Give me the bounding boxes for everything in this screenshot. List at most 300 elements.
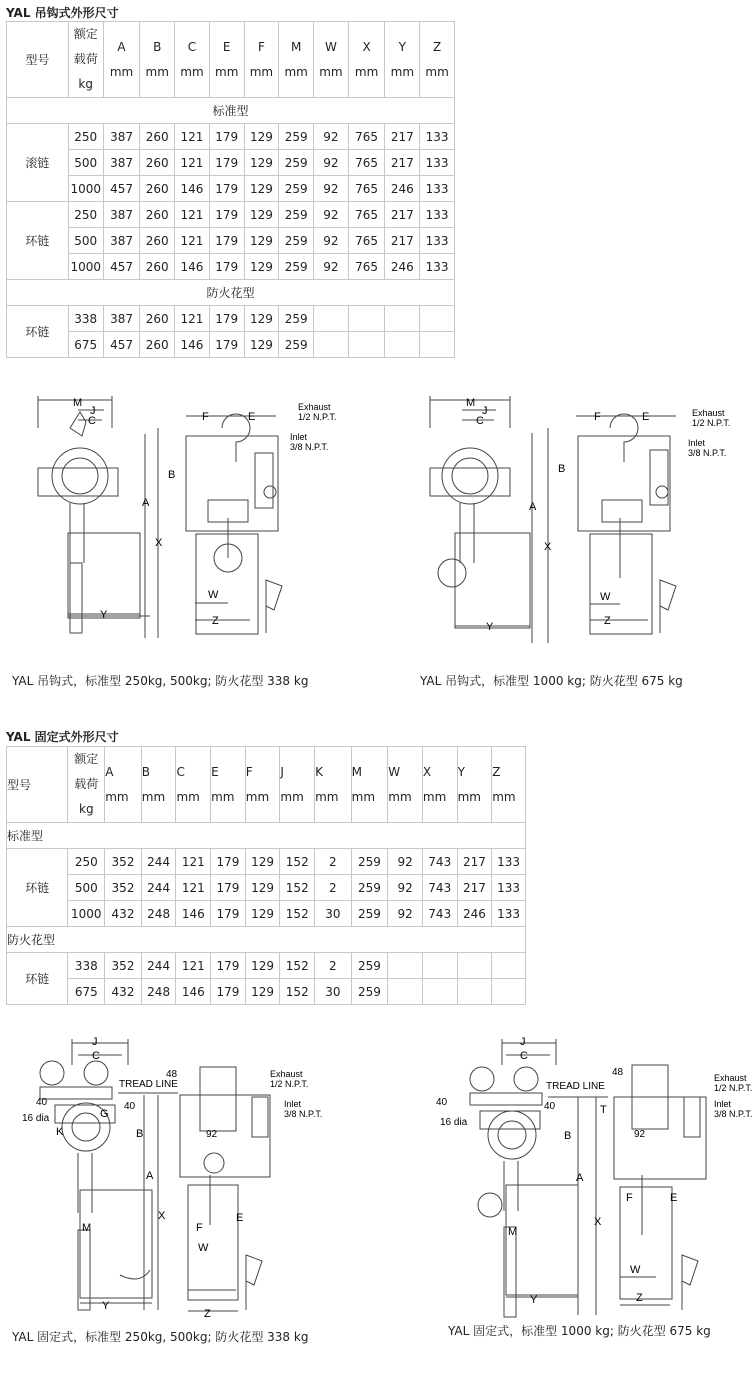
header-col-letter: E xyxy=(222,39,231,54)
value-cell: 765 xyxy=(348,228,385,254)
value-cell: 260 xyxy=(140,228,175,254)
value-cell: 248 xyxy=(141,979,176,1005)
table-row xyxy=(7,332,455,358)
header-col-unit: mm xyxy=(492,789,516,804)
value-cell xyxy=(457,953,492,979)
fixed-spec-table xyxy=(6,746,526,1005)
header-col-unit: mm xyxy=(354,64,379,79)
header-col-y xyxy=(385,22,420,98)
fixed-diagram-left xyxy=(0,1035,380,1335)
header-col-f xyxy=(244,22,279,98)
type-cell: 环链 xyxy=(7,202,69,280)
header-col-letter: A xyxy=(117,39,126,54)
section-row xyxy=(7,280,455,306)
value-cell: 179 xyxy=(211,875,246,901)
value-cell: 259 xyxy=(279,176,314,202)
section-label: 防火花型 xyxy=(7,280,455,306)
header-col-unit: mm xyxy=(457,789,481,804)
header-col-letter: M xyxy=(351,764,363,779)
label-Y: Y xyxy=(100,609,108,621)
value-cell: 765 xyxy=(348,124,385,150)
label-inlet: Inlet xyxy=(290,432,308,442)
value-cell xyxy=(348,306,385,332)
label-B: B xyxy=(558,463,566,475)
value-cell: 2 xyxy=(315,875,352,901)
value-cell: 146 xyxy=(175,254,210,280)
value-cell: 246 xyxy=(457,901,492,927)
label-92: 92 xyxy=(634,1129,646,1140)
value-cell: 244 xyxy=(141,875,176,901)
load-cell: 250 xyxy=(68,202,103,228)
header-col-letter: X xyxy=(422,764,432,779)
value-cell: 146 xyxy=(175,176,210,202)
hook-diagram-left xyxy=(0,388,380,688)
header-col-letter: W xyxy=(388,764,401,779)
label-exhaust-size: 1/2 N.P.T. xyxy=(714,1083,753,1093)
section-row xyxy=(7,823,526,849)
label-M: M xyxy=(73,397,83,409)
fixed-right-caption: YAL 固定式，标准型 1000 kg; 防火花型 675 kg xyxy=(448,1324,711,1338)
label-W: W xyxy=(208,589,219,601)
table-row xyxy=(7,228,455,254)
header-col-letter: C xyxy=(187,39,197,54)
hook-right-caption: YAL 吊钩式，标准型 1000 kg; 防火花型 675 kg xyxy=(420,674,683,688)
label-X: X xyxy=(544,541,552,553)
section-row xyxy=(7,927,526,953)
value-cell: 260 xyxy=(140,254,175,280)
value-cell: 457 xyxy=(103,332,140,358)
header-load-line: 载荷 xyxy=(73,52,98,66)
value-cell: 260 xyxy=(140,202,175,228)
label-inlet: Inlet xyxy=(714,1099,732,1109)
value-cell: 260 xyxy=(140,306,175,332)
header-col-unit: mm xyxy=(215,64,239,79)
label-Z: Z xyxy=(636,1292,643,1304)
value-cell: 179 xyxy=(209,176,244,202)
value-cell: 92 xyxy=(314,124,349,150)
value-cell xyxy=(457,979,492,1005)
header-col-unit: mm xyxy=(319,64,343,79)
label-Y: Y xyxy=(102,1300,110,1312)
header-col-letter: K xyxy=(315,764,323,779)
value-cell: 387 xyxy=(103,124,140,150)
label-exhaust: Exhaust xyxy=(714,1073,747,1083)
value-cell: 121 xyxy=(175,306,210,332)
label-E: E xyxy=(642,411,650,423)
value-cell: 352 xyxy=(105,953,142,979)
label-Z: Z xyxy=(604,615,611,627)
value-cell: 260 xyxy=(140,176,175,202)
header-col-unit: mm xyxy=(284,64,308,79)
header-col-j xyxy=(280,747,315,823)
value-cell xyxy=(420,306,455,332)
type-cell: 环链 xyxy=(7,849,68,927)
load-cell: 338 xyxy=(68,953,105,979)
value-cell: 217 xyxy=(457,875,492,901)
header-col-w xyxy=(314,22,349,98)
value-cell: 2 xyxy=(315,953,352,979)
label-16-dia: 16 dia xyxy=(22,1113,50,1124)
label-J: J xyxy=(482,405,488,417)
value-cell xyxy=(385,306,420,332)
value-cell: 152 xyxy=(280,849,315,875)
value-cell: 152 xyxy=(280,875,315,901)
value-cell: 92 xyxy=(314,176,349,202)
label-inlet-size: 3/8 N.P.T. xyxy=(714,1109,753,1119)
value-cell xyxy=(492,953,526,979)
hook-diagram-right xyxy=(410,388,754,688)
value-cell: 259 xyxy=(351,875,388,901)
header-col-letter: J xyxy=(280,764,284,779)
value-cell: 217 xyxy=(457,849,492,875)
header-col-z xyxy=(492,747,526,823)
table-header-row xyxy=(7,747,526,823)
fixed-diagram-right xyxy=(420,1035,754,1335)
value-cell: 146 xyxy=(176,979,211,1005)
header-col-unit: mm xyxy=(141,789,166,804)
header-col-k xyxy=(315,747,352,823)
label-exhaust: Exhaust xyxy=(270,1069,303,1079)
label-40: 40 xyxy=(36,1097,48,1108)
label-X: X xyxy=(594,1216,602,1228)
header-col-unit: mm xyxy=(315,789,339,804)
header-col-x xyxy=(348,22,385,98)
table-row xyxy=(7,150,455,176)
label-16-dia: 16 dia xyxy=(440,1117,468,1128)
label-exhaust: Exhaust xyxy=(298,402,331,412)
label-inlet-size: 3/8 N.P.T. xyxy=(284,1109,323,1119)
value-cell: 179 xyxy=(209,150,244,176)
label-X: X xyxy=(158,1210,166,1222)
value-cell: 121 xyxy=(175,124,210,150)
value-cell: 121 xyxy=(175,150,210,176)
value-cell: 179 xyxy=(211,953,246,979)
label-F: F xyxy=(196,1222,203,1234)
value-cell: 457 xyxy=(103,254,140,280)
value-cell: 179 xyxy=(209,124,244,150)
header-load-line: kg xyxy=(78,77,93,91)
header-col-e xyxy=(211,747,246,823)
value-cell xyxy=(385,332,420,358)
header-col-unit: mm xyxy=(425,64,449,79)
section-label: 标准型 xyxy=(7,823,526,849)
value-cell: 387 xyxy=(103,202,140,228)
label-inlet: Inlet xyxy=(688,438,706,448)
header-col-b xyxy=(140,22,175,98)
label-C: C xyxy=(520,1050,528,1062)
value-cell: 432 xyxy=(105,979,142,1005)
value-cell: 248 xyxy=(141,901,176,927)
value-cell: 352 xyxy=(105,849,142,875)
value-cell: 765 xyxy=(348,202,385,228)
value-cell xyxy=(314,332,349,358)
value-cell: 92 xyxy=(388,849,423,875)
value-cell xyxy=(422,979,457,1005)
value-cell: 152 xyxy=(280,953,315,979)
load-cell: 500 xyxy=(68,875,105,901)
label-40b: 40 xyxy=(124,1101,136,1112)
value-cell: 129 xyxy=(244,176,279,202)
header-col-letter: E xyxy=(211,764,219,779)
value-cell: 133 xyxy=(492,849,526,875)
header-col-y xyxy=(457,747,492,823)
header-col-letter: Y xyxy=(398,39,406,54)
value-cell: 743 xyxy=(422,901,457,927)
value-cell: 121 xyxy=(176,953,211,979)
header-load xyxy=(68,22,103,98)
value-cell xyxy=(388,953,423,979)
label-X: X xyxy=(155,537,163,549)
header-col-unit: mm xyxy=(176,789,200,804)
value-cell: 129 xyxy=(244,332,279,358)
label-C: C xyxy=(92,1050,100,1062)
value-cell: 92 xyxy=(388,901,423,927)
value-cell: 259 xyxy=(279,254,314,280)
value-cell: 133 xyxy=(420,228,455,254)
label-J: J xyxy=(92,1036,98,1048)
label-E: E xyxy=(236,1212,244,1224)
table-row xyxy=(7,901,526,927)
value-cell: 217 xyxy=(385,124,420,150)
label-A: A xyxy=(576,1172,584,1184)
value-cell: 121 xyxy=(175,228,210,254)
label-K: K xyxy=(56,1126,64,1138)
value-cell: 129 xyxy=(244,254,279,280)
value-cell: 92 xyxy=(314,150,349,176)
label-E: E xyxy=(670,1192,678,1204)
value-cell: 246 xyxy=(385,176,420,202)
header-col-unit: mm xyxy=(211,789,235,804)
value-cell: 30 xyxy=(315,901,352,927)
type-cell: 环链 xyxy=(7,306,69,358)
label-tread: TREAD LINE xyxy=(119,1079,178,1090)
label-J: J xyxy=(90,405,96,417)
section-row xyxy=(7,98,455,124)
table-row xyxy=(7,953,526,979)
value-cell: 217 xyxy=(385,150,420,176)
value-cell: 765 xyxy=(348,254,385,280)
header-col-letter: X xyxy=(362,39,371,54)
load-cell: 500 xyxy=(68,150,103,176)
load-cell: 250 xyxy=(68,124,103,150)
load-cell: 338 xyxy=(68,306,103,332)
label-A: A xyxy=(529,501,537,513)
label-C: C xyxy=(88,415,96,427)
value-cell: 129 xyxy=(244,306,279,332)
value-cell: 246 xyxy=(385,254,420,280)
value-cell: 129 xyxy=(244,150,279,176)
label-exhaust-size: 1/2 N.P.T. xyxy=(270,1079,309,1089)
header-col-letter: M xyxy=(290,39,302,54)
label-92: 92 xyxy=(206,1129,218,1140)
header-col-letter: C xyxy=(176,764,185,779)
header-col-f xyxy=(245,747,280,823)
value-cell: 179 xyxy=(209,254,244,280)
header-load xyxy=(68,747,105,823)
value-cell: 179 xyxy=(211,901,246,927)
header-col-c xyxy=(175,22,210,98)
table-row xyxy=(7,306,455,332)
value-cell: 30 xyxy=(315,979,352,1005)
value-cell: 179 xyxy=(209,306,244,332)
value-cell: 133 xyxy=(420,124,455,150)
value-cell: 765 xyxy=(348,176,385,202)
header-load-line: 额定 xyxy=(73,27,98,41)
value-cell: 152 xyxy=(280,901,315,927)
value-cell: 743 xyxy=(422,875,457,901)
value-cell xyxy=(422,953,457,979)
label-exhaust-size: 1/2 N.P.T. xyxy=(298,412,337,422)
load-cell: 675 xyxy=(68,332,103,358)
header-col-m xyxy=(279,22,314,98)
header-model: 型号 xyxy=(7,747,68,823)
value-cell: 129 xyxy=(244,124,279,150)
header-col-b xyxy=(141,747,176,823)
value-cell xyxy=(388,979,423,1005)
label-40b: 40 xyxy=(544,1101,556,1112)
label-F: F xyxy=(202,411,209,423)
label-T: T xyxy=(600,1104,607,1116)
value-cell xyxy=(492,979,526,1005)
label-B: B xyxy=(168,469,176,481)
header-col-letter: Z xyxy=(432,39,442,54)
label-M: M xyxy=(82,1222,92,1234)
value-cell: 92 xyxy=(314,254,349,280)
value-cell: 432 xyxy=(105,901,142,927)
label-A: A xyxy=(146,1170,154,1182)
value-cell: 92 xyxy=(314,202,349,228)
header-col-unit: mm xyxy=(390,64,415,79)
value-cell: 152 xyxy=(280,979,315,1005)
table-row xyxy=(7,849,526,875)
header-load-line: kg xyxy=(79,802,94,816)
value-cell: 129 xyxy=(245,953,280,979)
load-cell: 675 xyxy=(68,979,105,1005)
value-cell: 259 xyxy=(351,979,388,1005)
label-E: E xyxy=(248,411,256,423)
value-cell: 259 xyxy=(279,306,314,332)
header-col-unit: mm xyxy=(245,789,270,804)
value-cell: 217 xyxy=(385,228,420,254)
label-F: F xyxy=(626,1192,633,1204)
value-cell: 217 xyxy=(385,202,420,228)
value-cell: 387 xyxy=(103,228,140,254)
value-cell: 129 xyxy=(245,979,280,1005)
type-cell: 环链 xyxy=(7,953,68,1005)
header-col-x xyxy=(422,747,457,823)
table-row xyxy=(7,176,455,202)
header-col-unit: mm xyxy=(249,64,274,79)
label-Y: Y xyxy=(486,621,494,633)
load-cell: 1000 xyxy=(68,901,105,927)
value-cell: 146 xyxy=(176,901,211,927)
label-40: 40 xyxy=(436,1097,448,1108)
label-Z: Z xyxy=(212,615,219,627)
value-cell: 121 xyxy=(175,202,210,228)
value-cell: 179 xyxy=(209,332,244,358)
header-col-e xyxy=(209,22,244,98)
value-cell xyxy=(348,332,385,358)
hook-spec-table xyxy=(6,21,455,358)
header-col-letter: F xyxy=(245,764,253,779)
value-cell: 121 xyxy=(176,849,211,875)
value-cell: 260 xyxy=(140,150,175,176)
value-cell: 259 xyxy=(279,124,314,150)
header-col-letter: Y xyxy=(457,764,465,779)
value-cell: 387 xyxy=(103,150,140,176)
label-F: F xyxy=(594,411,601,423)
label-G: G xyxy=(100,1108,109,1120)
section-label: 防火花型 xyxy=(7,927,526,953)
value-cell: 179 xyxy=(209,228,244,254)
header-col-letter: F xyxy=(257,39,265,54)
header-col-unit: mm xyxy=(109,64,134,79)
value-cell: 129 xyxy=(244,228,279,254)
label-B: B xyxy=(564,1130,572,1142)
value-cell: 133 xyxy=(492,875,526,901)
header-load-line: 载荷 xyxy=(74,777,99,791)
value-cell: 133 xyxy=(420,254,455,280)
value-cell: 259 xyxy=(351,901,388,927)
header-col-unit: mm xyxy=(180,64,204,79)
hook-left-caption: YAL 吊钩式，标准型 250kg, 500kg; 防火花型 338 kg xyxy=(12,674,309,688)
value-cell: 259 xyxy=(279,332,314,358)
load-cell: 1000 xyxy=(68,176,103,202)
value-cell: 133 xyxy=(420,176,455,202)
header-col-letter: W xyxy=(324,39,337,54)
value-cell: 179 xyxy=(211,979,246,1005)
label-Y: Y xyxy=(530,1294,538,1306)
value-cell: 244 xyxy=(141,849,176,875)
header-col-a xyxy=(103,22,140,98)
value-cell: 259 xyxy=(279,150,314,176)
value-cell: 92 xyxy=(314,228,349,254)
label-C: C xyxy=(476,415,484,427)
header-col-unit: mm xyxy=(105,789,129,804)
value-cell: 121 xyxy=(176,875,211,901)
header-col-z xyxy=(420,22,455,98)
section2-title: YAL 固定式外形尺寸 xyxy=(6,730,119,744)
header-col-letter: B xyxy=(141,764,151,779)
value-cell: 259 xyxy=(279,202,314,228)
value-cell: 133 xyxy=(492,901,526,927)
header-col-unit: mm xyxy=(422,789,447,804)
value-cell: 244 xyxy=(141,953,176,979)
header-col-unit: mm xyxy=(145,64,169,79)
section1-title: YAL 吊钩式外形尺寸 xyxy=(6,6,119,20)
label-B: B xyxy=(136,1128,144,1140)
table-row xyxy=(7,254,455,280)
fixed-left-caption: YAL 固定式，标准型 250kg, 500kg; 防火花型 338 kg xyxy=(12,1330,309,1344)
header-col-m xyxy=(351,747,388,823)
load-cell: 500 xyxy=(68,228,103,254)
label-J: J xyxy=(520,1036,526,1048)
label-W: W xyxy=(600,591,611,603)
label-W: W xyxy=(198,1242,209,1254)
value-cell: 2 xyxy=(315,849,352,875)
table-row xyxy=(7,202,455,228)
value-cell: 352 xyxy=(105,875,142,901)
table-row xyxy=(7,979,526,1005)
value-cell: 743 xyxy=(422,849,457,875)
table-row xyxy=(7,124,455,150)
table-row xyxy=(7,875,526,901)
value-cell: 92 xyxy=(388,875,423,901)
value-cell: 457 xyxy=(103,176,140,202)
value-cell: 133 xyxy=(420,150,455,176)
label-M: M xyxy=(466,397,476,409)
value-cell: 179 xyxy=(209,202,244,228)
